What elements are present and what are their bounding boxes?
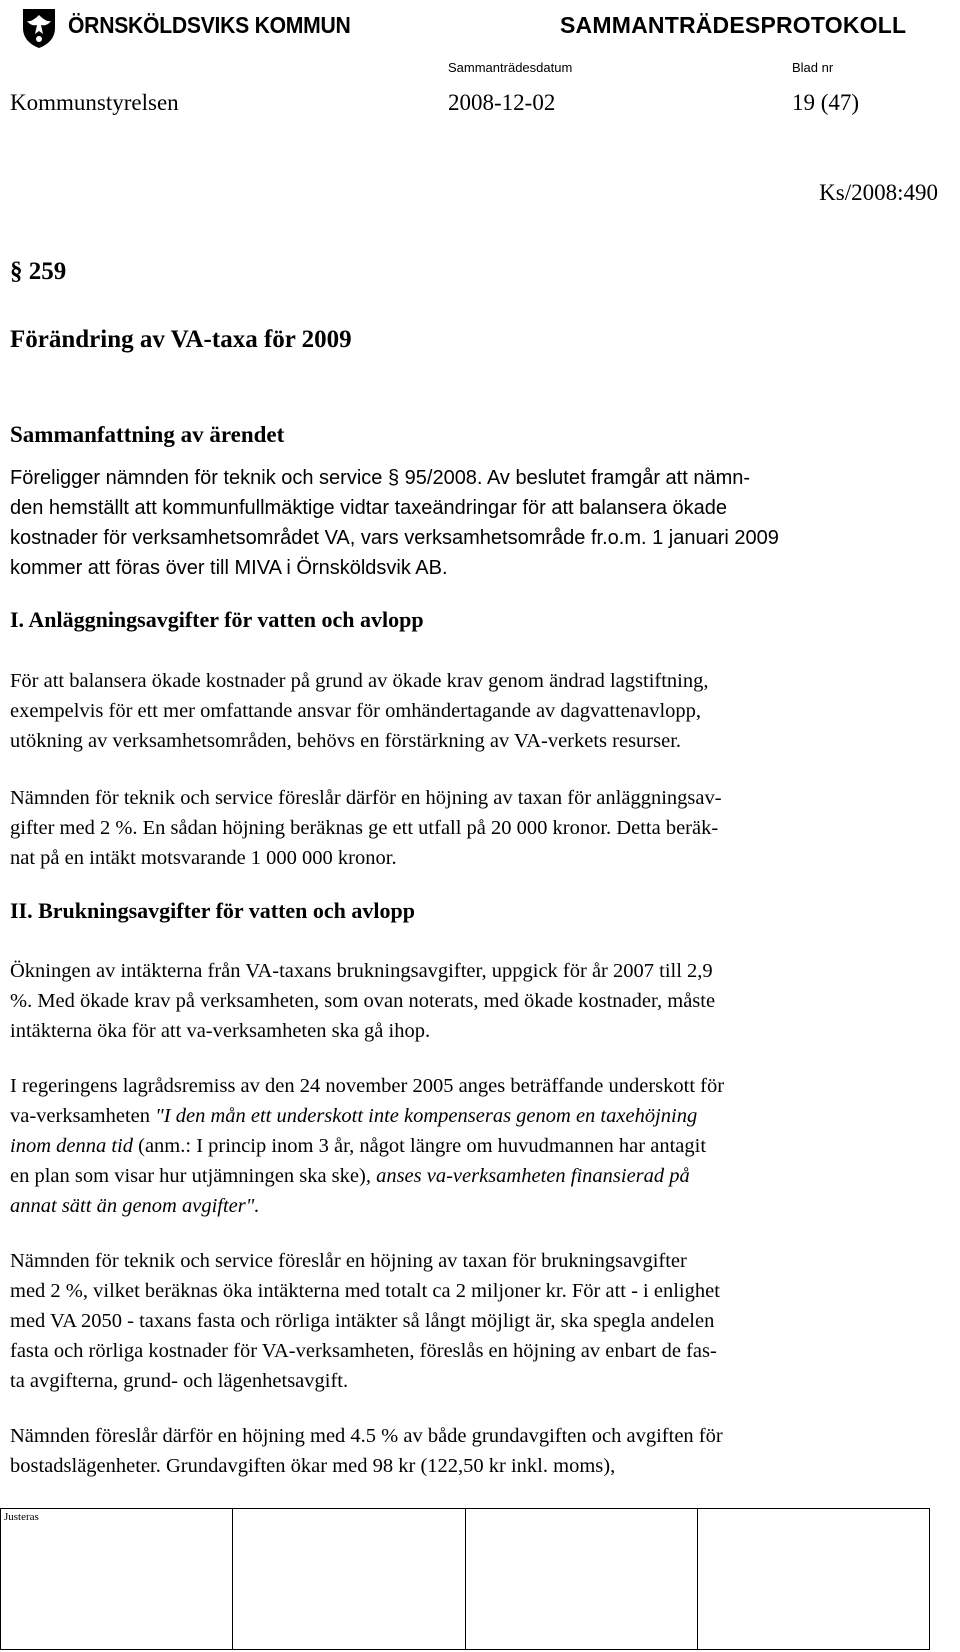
case-title: Förändring av VA-taxa för 2009 <box>10 326 352 353</box>
text-line: utökning av verksamhetsområden, behövs en förstärkning av VA-verkets resurser. <box>10 730 682 752</box>
text-line: intäkterna öka för att va-verksamheten ska gå ihop. <box>10 1020 431 1042</box>
quote-run: inom denna tid <box>10 1135 133 1157</box>
quote-run: "I den mån ett underskott inte kompenseras genom en taxehöjning <box>155 1105 698 1127</box>
justification-signature-table <box>0 1508 930 1650</box>
municipal-coat-of-arms-icon <box>20 6 58 50</box>
quote-run: annat sätt än genom avgifter". <box>10 1195 260 1217</box>
quote-run: , anses va-verksamheten finansierad på <box>365 1165 690 1187</box>
part2-heading: II. Brukningsavgifter för vatten och avlopp <box>10 898 416 923</box>
signature-cell <box>1 1509 233 1650</box>
text-line: I regeringens lagrådsremiss av den 24 november 2005 anges beträffande underskott för <box>10 1075 725 1097</box>
text-line: med 2 %, vilket beräknas öka intäkterna med totalt ca 2 miljoner kr. För att - i enlighet <box>10 1280 720 1302</box>
text-line: gifter med 2 %. En sådan höjning beräknas ge ett utfall på 20 000 kronor. Detta beräk- <box>10 817 719 839</box>
signature-cell <box>697 1509 929 1650</box>
document-type: SAMMANTRÄDESPROTOKOLL <box>560 12 907 38</box>
text-line: ta avgifterna, grund- och lägenhetsavgift. <box>10 1370 349 1392</box>
summary-heading: Sammanfattning av ärendet <box>10 422 285 447</box>
text-line: Ökningen av intäkterna från VA-taxans brukningsavgifter, uppgick för år 2007 till 2,9 <box>10 960 713 982</box>
part2-paragraph-4 <box>10 1421 920 1481</box>
part2-paragraph-2 <box>10 1071 920 1221</box>
meeting-date-label: Sammanträdesdatum <box>448 60 573 75</box>
text-line: Föreligger nämnden för teknik och service § 95/2008. Av beslutet framgår att nämn- <box>10 467 751 489</box>
text-line: kostnader för verksamhetsområdet VA, vars verksamhetsområde fr.o.m. 1 januari 2009 <box>10 527 779 549</box>
part2-paragraph-1 <box>10 956 920 1046</box>
text-line: den hemställt att kommunfullmäktige vidtar taxeändringar för att balansera ökade <box>10 497 728 519</box>
part1-heading: I. Anläggningsavgifter för vatten och avlopp <box>10 607 424 632</box>
section-number: § 259 <box>10 258 67 285</box>
text-line: Nämnden för teknik och service föreslår en höjning av taxan för brukningsavgifter <box>10 1250 687 1272</box>
intro-paragraph <box>10 463 920 583</box>
page-number-label: Blad nr <box>792 60 834 75</box>
part1-paragraph-2 <box>10 783 920 873</box>
text-line: fasta och rörliga kostnader för VA-verksamheten, föreslås en höjning av enbart de fas- <box>10 1340 717 1362</box>
text-run: (anm.: I princip inom 3 år, något längre om huvudmannen har antagit <box>133 1135 707 1157</box>
text-line: med VA 2050 - taxans fasta och rörliga intäkter så långt möjligt är, ska spegla andelen <box>10 1310 715 1332</box>
text-run: en plan som visar hur utjämningen ska ske) <box>10 1165 366 1187</box>
part2-paragraph-3 <box>10 1246 920 1396</box>
text-line: nat på en intäkt motsvarande 1 000 000 kronor. <box>10 847 397 869</box>
text-line: kommer att föras över till MIVA i Örnsköldsvik AB. <box>10 557 448 579</box>
text-line: Nämnden föreslår därför en höjning med 4.5 % av både grundavgiften och avgiften för <box>10 1425 723 1447</box>
text-line <box>10 1101 920 1131</box>
signature-cell <box>233 1509 465 1650</box>
text-line: %. Med ökade krav på verksamheten, som ovan noterats, med ökade kostnader, måste <box>10 990 716 1012</box>
text-line <box>10 1131 920 1161</box>
text-line: exempelvis för ett mer omfattande ansvar för omhändertagande av dagvattenavlopp, <box>10 700 702 722</box>
case-number: Ks/2008:490 <box>819 180 938 205</box>
text-run: va-verksamheten <box>10 1105 156 1127</box>
part1-paragraph-1 <box>10 666 920 756</box>
org-name: ÖRNSKÖLDSVIKS KOMMUN <box>68 12 351 38</box>
text-line: Nämnden för teknik och service föreslår därför en höjning av taxan för anläggningsav- <box>10 787 722 809</box>
text-line <box>10 1191 920 1221</box>
meeting-date: 2008-12-02 <box>448 90 556 115</box>
committee-name: Kommunstyrelsen <box>10 90 179 115</box>
signature-cell <box>465 1509 697 1650</box>
page-number: 19 (47) <box>792 90 860 115</box>
text-line: För att balansera ökade kostnader på grund av ökade krav genom ändrad lagstiftning, <box>10 670 709 692</box>
justification-label: Justeras <box>4 1511 39 1523</box>
text-line: bostadslägenheter. Grundavgiften ökar med 98 kr (122,50 kr inkl. moms), <box>10 1455 616 1477</box>
text-line <box>10 1161 920 1191</box>
